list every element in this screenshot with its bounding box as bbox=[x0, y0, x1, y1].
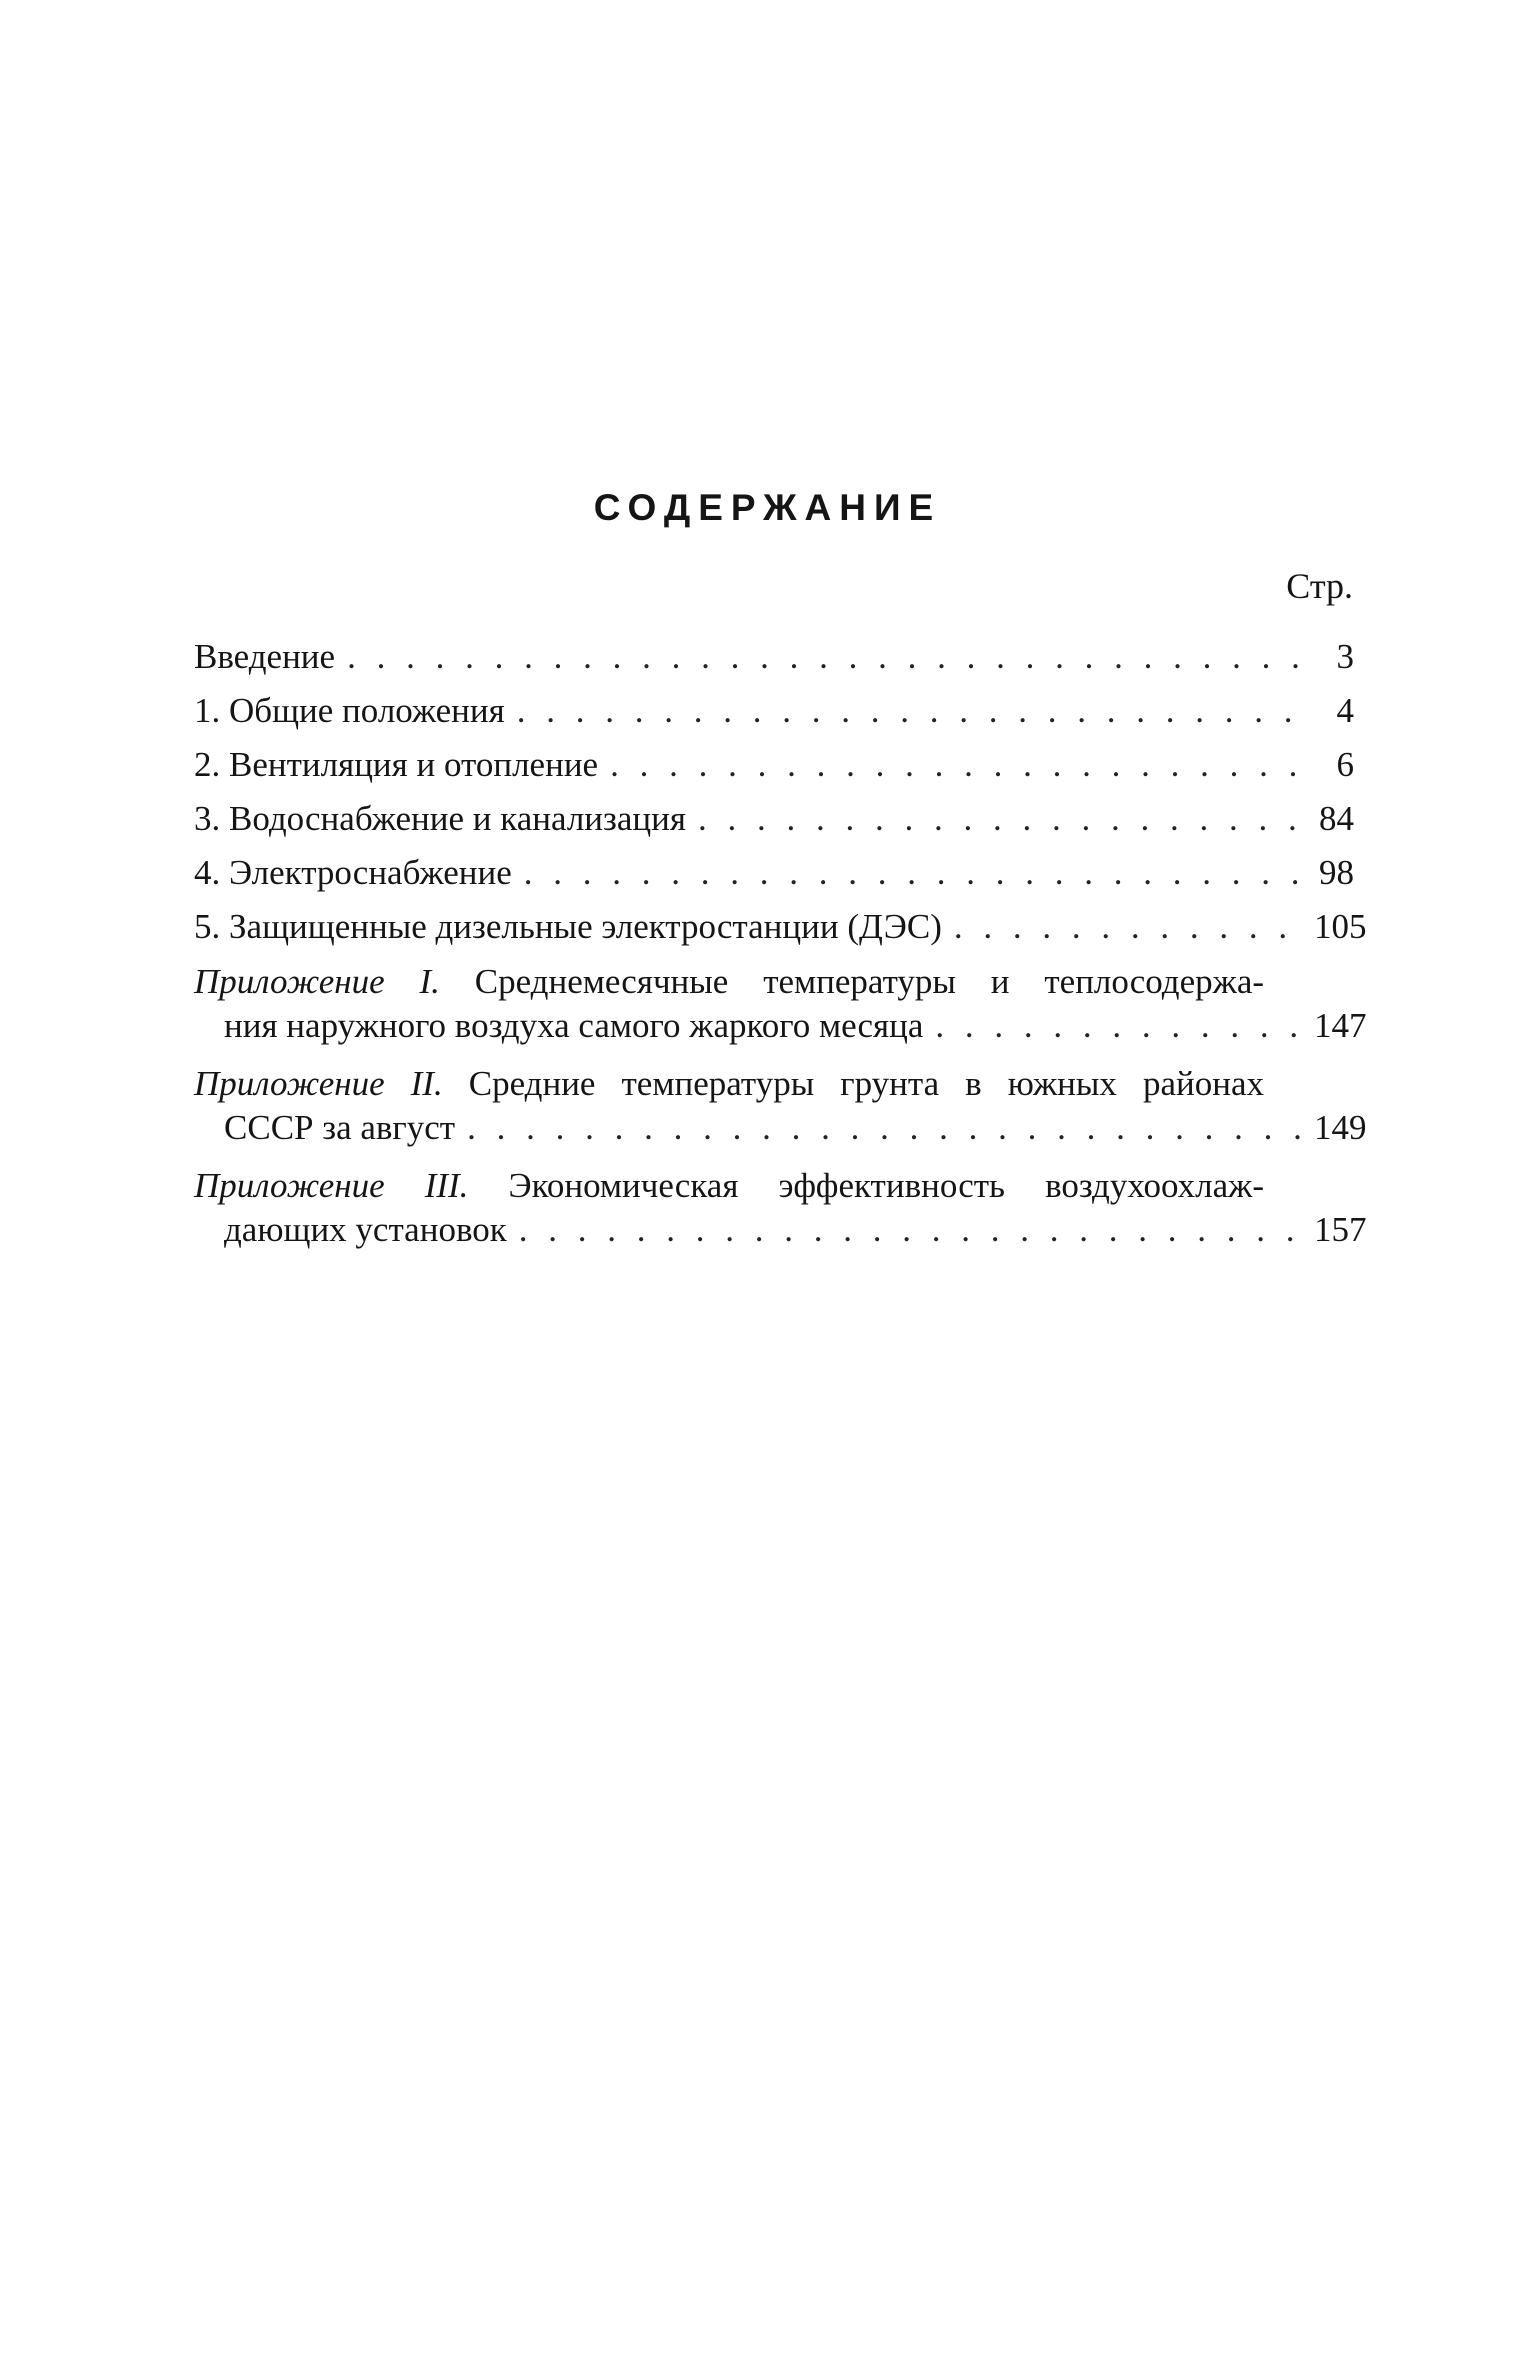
toc-entry bbox=[194, 792, 1354, 846]
toc-entry-page: 84 bbox=[1319, 799, 1354, 838]
appendix-page: 149 bbox=[1314, 1108, 1367, 1147]
dot-leader bbox=[610, 738, 1306, 792]
toc-entry bbox=[194, 738, 1354, 792]
appendix-first-line bbox=[194, 1062, 1264, 1106]
appendix-prefix: Приложение III. bbox=[194, 1166, 469, 1205]
dot-leader bbox=[698, 792, 1306, 846]
toc-entry bbox=[194, 846, 1354, 900]
toc-entry-label: 2. Вентиляция и отопление bbox=[194, 745, 599, 784]
appendix-title-part1: Среднемесячные температуры и теплосодержа- bbox=[474, 962, 1265, 1001]
appendix-title-part2: ния наружного воздуха самого жаркого месяца bbox=[224, 1006, 924, 1045]
toc-entry-page: 6 bbox=[1336, 745, 1354, 784]
page-title: СОДЕРЖАНИЕ bbox=[593, 487, 942, 528]
dot-leader bbox=[524, 846, 1306, 900]
appendix-entry bbox=[194, 1164, 1367, 1252]
appendix-page: 157 bbox=[1314, 1210, 1367, 1249]
toc-entry-label: 1. Общие положения bbox=[194, 691, 505, 730]
dot-leader bbox=[954, 900, 1306, 954]
toc-entry bbox=[194, 684, 1354, 738]
dot-leader bbox=[467, 1106, 1306, 1150]
toc-entry-page: 4 bbox=[1336, 691, 1354, 730]
table-of-contents bbox=[194, 630, 1367, 1252]
appendix-title-part2: СССР за август bbox=[224, 1108, 456, 1147]
appendix-title-part1: Экономическая эффективность воздухоохлаж- bbox=[508, 1166, 1264, 1205]
appendix-title-part2: дающих установок bbox=[224, 1210, 507, 1249]
dot-leader bbox=[517, 684, 1306, 738]
appendix-prefix: Приложение I. bbox=[194, 962, 440, 1001]
appendix-prefix: Приложение II. bbox=[194, 1064, 443, 1103]
toc-entry-label: 4. Электроснабжение bbox=[194, 853, 512, 892]
toc-entry-page: 105 bbox=[1314, 907, 1367, 946]
appendix-entry bbox=[194, 960, 1367, 1048]
appendix-page: 147 bbox=[1314, 1006, 1367, 1045]
dot-leader bbox=[935, 1004, 1306, 1048]
appendix-title-part1: Средние температуры грунта в южных районах bbox=[468, 1064, 1264, 1103]
toc-entry-label: Введение bbox=[194, 637, 336, 676]
toc-entry-label: 5. Защищенные дизельные электростанции (ДЭС) bbox=[194, 907, 942, 946]
toc-entry-page: 3 bbox=[1336, 637, 1354, 676]
dot-leader bbox=[519, 1208, 1306, 1252]
appendix-first-line bbox=[194, 1164, 1264, 1208]
appendix-second-line bbox=[194, 1106, 1367, 1150]
appendix-entry bbox=[194, 1062, 1367, 1150]
toc-entry-label: 3. Водоснабжение и канализация bbox=[194, 799, 686, 838]
appendix-second-line bbox=[194, 1004, 1367, 1048]
appendix-first-line bbox=[194, 960, 1264, 1004]
toc-entry-page: 98 bbox=[1319, 853, 1354, 892]
page-column-label: Стр. bbox=[1286, 566, 1353, 606]
dot-leader bbox=[347, 630, 1306, 684]
appendix-second-line bbox=[194, 1208, 1367, 1252]
toc-entry bbox=[194, 630, 1354, 684]
toc-entry bbox=[194, 900, 1367, 954]
